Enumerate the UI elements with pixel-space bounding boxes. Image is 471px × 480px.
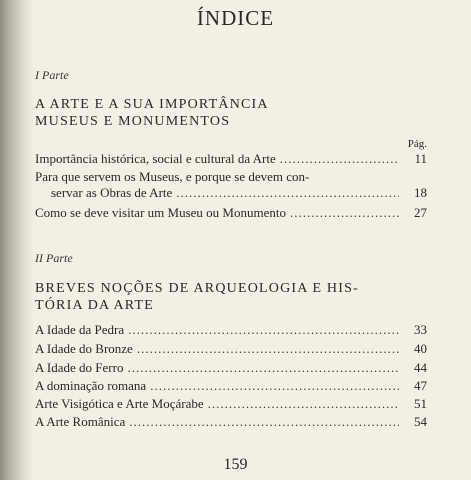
part-2-heading-line-2: TÓRIA DA ARTE [35,298,154,313]
toc-entry-title: A dominação romana [35,378,147,393]
page-title: ÍNDICE [196,6,275,30]
toc-entry-page: 40 [414,341,427,356]
leader-dots [280,151,399,167]
toc-entry[interactable] [35,151,427,167]
leader-dots [127,360,399,376]
toc-entry-title-line-1: Para que servem os Museus, e porque se devem con- [35,169,310,184]
part-1-label: I Parte [35,68,69,82]
toc-entry-title: Importância histórica, social e cultural da Arte [35,151,276,166]
leader-dots [150,378,399,394]
toc-entry[interactable] [35,341,427,357]
toc-entry[interactable] [35,322,427,338]
toc-entry[interactable] [35,396,427,412]
toc-entry-page: 18 [414,185,427,200]
toc-entry-title: A Idade do Ferro [35,360,124,375]
toc-entry[interactable] [35,378,427,394]
part-1-heading-line-1: A ARTE E A SUA IMPORTÂNCIA [35,97,269,112]
toc-entry-title-line-2: servar as Obras de Arte [51,185,173,200]
leader-dots [176,185,399,201]
toc-entry-page: 33 [414,322,427,337]
leader-dots [129,414,399,430]
toc-entry-title: A Idade da Pedra [35,322,125,337]
toc-entry-page: 54 [414,414,427,429]
toc-entry-page: 44 [414,360,427,375]
book-spine-shadow [0,0,34,480]
part-1-heading [35,96,269,130]
toc-entry[interactable] [35,414,427,430]
toc-entry-page: 27 [414,205,427,220]
part-2-label: II Parte [35,251,73,265]
part-2-heading-line-1: BREVES NOÇÕES DE ARQUEOLOGIA E HIS- [35,281,359,296]
leader-dots [208,396,399,412]
toc-entry[interactable] [35,205,427,221]
page-column-label: Pág. [407,138,427,150]
page-number: 159 [223,456,248,473]
part-2-heading [35,280,359,314]
toc-entry[interactable] [35,360,427,376]
toc-entry-page: 11 [414,151,427,166]
toc-entry[interactable] [35,169,427,201]
toc-entry-page: 47 [414,378,427,393]
toc-entry-title: Como se deve visitar um Museu ou Monumento [35,205,286,220]
part-1-heading-line-2: MUSEUS E MONUMENTOS [35,114,231,129]
toc-entry-title: Arte Visigótica e Arte Moçárabe [35,396,204,411]
leader-dots [290,205,399,221]
leader-dots [137,341,399,357]
toc-entry-page: 51 [414,396,427,411]
toc-entry-title: A Idade do Bronze [35,341,133,356]
leader-dots [128,322,399,338]
toc-entry-title: A Arte Românica [35,414,126,429]
